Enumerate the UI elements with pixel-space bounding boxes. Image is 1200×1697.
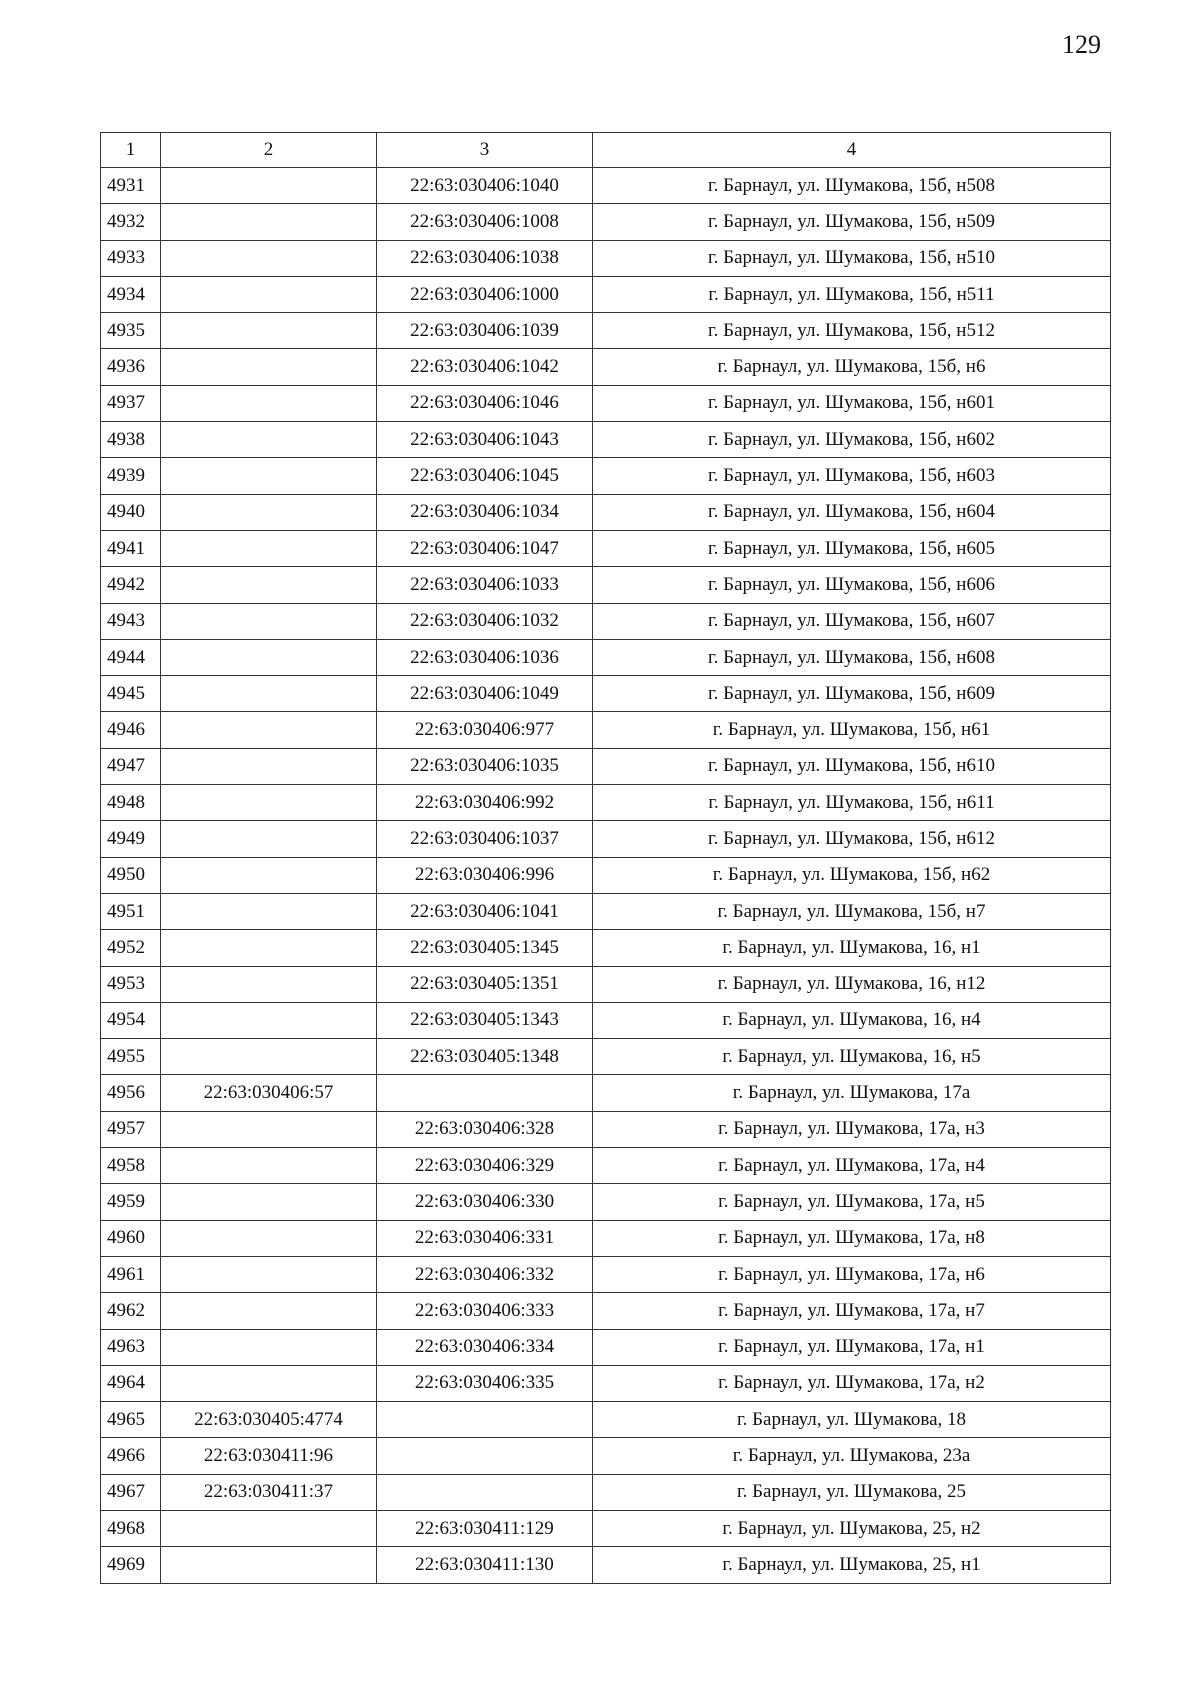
row-number-cell: 4954 <box>101 1002 161 1038</box>
table-row <box>101 1256 1111 1292</box>
row-number-cell: 4942 <box>101 567 161 603</box>
address-cell: г. Барнаул, ул. Шумакова, 17а, н5 <box>593 1184 1111 1220</box>
parcel-number-cell <box>161 1111 377 1147</box>
parcel-number-cell <box>161 966 377 1002</box>
table-row <box>101 1438 1111 1474</box>
row-number-cell: 4965 <box>101 1402 161 1438</box>
column-header-1: 1 <box>101 133 161 168</box>
address-cell: г. Барнаул, ул. Шумакова, 15б, н608 <box>593 639 1111 675</box>
parcel-number-cell <box>161 1220 377 1256</box>
table-row <box>101 422 1111 458</box>
parcel-number-cell <box>161 857 377 893</box>
address-cell: г. Барнаул, ул. Шумакова, 17а, н1 <box>593 1329 1111 1365</box>
address-cell: г. Барнаул, ул. Шумакова, 25 <box>593 1474 1111 1510</box>
row-number-cell: 4969 <box>101 1547 161 1583</box>
row-number-cell: 4937 <box>101 385 161 421</box>
table-body <box>101 168 1111 1584</box>
address-cell: г. Барнаул, ул. Шумакова, 25, н2 <box>593 1510 1111 1546</box>
parcel-number-cell: 22:63:030406:57 <box>161 1075 377 1111</box>
parcel-number-cell <box>161 712 377 748</box>
row-number-cell: 4946 <box>101 712 161 748</box>
row-number-cell: 4966 <box>101 1438 161 1474</box>
cadastral-number-cell: 22:63:030406:977 <box>377 712 593 748</box>
row-number-cell: 4945 <box>101 676 161 712</box>
row-number-cell: 4939 <box>101 458 161 494</box>
address-cell: г. Барнаул, ул. Шумакова, 15б, н509 <box>593 204 1111 240</box>
table-row <box>101 1510 1111 1546</box>
row-number-cell: 4964 <box>101 1365 161 1401</box>
row-number-cell: 4944 <box>101 639 161 675</box>
row-number-cell: 4959 <box>101 1184 161 1220</box>
parcel-number-cell <box>161 1547 377 1583</box>
cadastral-number-cell: 22:63:030406:1043 <box>377 422 593 458</box>
address-cell: г. Барнаул, ул. Шумакова, 16, н12 <box>593 966 1111 1002</box>
table-row <box>101 1184 1111 1220</box>
parcel-number-cell <box>161 313 377 349</box>
parcel-number-cell <box>161 530 377 566</box>
address-cell: г. Барнаул, ул. Шумакова, 17а, н2 <box>593 1365 1111 1401</box>
parcel-number-cell <box>161 1184 377 1220</box>
table-row <box>101 748 1111 784</box>
row-number-cell: 4947 <box>101 748 161 784</box>
table-header <box>101 133 1111 168</box>
row-number-cell: 4963 <box>101 1329 161 1365</box>
cadastral-number-cell: 22:63:030405:1348 <box>377 1039 593 1075</box>
address-cell: г. Барнаул, ул. Шумакова, 16, н1 <box>593 930 1111 966</box>
address-cell: г. Барнаул, ул. Шумакова, 15б, н602 <box>593 422 1111 458</box>
address-cell: г. Барнаул, ул. Шумакова, 17а, н6 <box>593 1256 1111 1292</box>
page-number: 129 <box>1062 30 1101 59</box>
address-cell: г. Барнаул, ул. Шумакова, 17а, н3 <box>593 1111 1111 1147</box>
table-row <box>101 1111 1111 1147</box>
table-row <box>101 676 1111 712</box>
table-row <box>101 276 1111 312</box>
row-number-cell: 4958 <box>101 1148 161 1184</box>
row-number-cell: 4951 <box>101 893 161 929</box>
row-number-cell: 4948 <box>101 785 161 821</box>
cadastral-number-cell: 22:63:030406:328 <box>377 1111 593 1147</box>
row-number-cell: 4935 <box>101 313 161 349</box>
parcel-number-cell <box>161 785 377 821</box>
table-row <box>101 966 1111 1002</box>
parcel-number-cell <box>161 240 377 276</box>
parcel-number-cell <box>161 930 377 966</box>
row-number-cell: 4938 <box>101 422 161 458</box>
parcel-number-cell <box>161 1510 377 1546</box>
row-number-cell: 4952 <box>101 930 161 966</box>
address-cell: г. Барнаул, ул. Шумакова, 15б, н62 <box>593 857 1111 893</box>
cadastral-number-cell: 22:63:030411:130 <box>377 1547 593 1583</box>
parcel-number-cell <box>161 1256 377 1292</box>
table-row <box>101 530 1111 566</box>
column-header-2: 2 <box>161 133 377 168</box>
cadastral-number-cell <box>377 1474 593 1510</box>
cadastral-number-cell: 22:63:030406:1008 <box>377 204 593 240</box>
table-row <box>101 494 1111 530</box>
table-row <box>101 385 1111 421</box>
cadastral-number-cell: 22:63:030406:334 <box>377 1329 593 1365</box>
row-number-cell: 4936 <box>101 349 161 385</box>
cadastral-number-cell: 22:63:030406:1037 <box>377 821 593 857</box>
table-row <box>101 785 1111 821</box>
row-number-cell: 4967 <box>101 1474 161 1510</box>
column-header-4: 4 <box>593 133 1111 168</box>
cadastral-number-cell: 22:63:030406:1034 <box>377 494 593 530</box>
cadastral-number-cell: 22:63:030411:129 <box>377 1510 593 1546</box>
row-number-cell: 4956 <box>101 1075 161 1111</box>
address-cell: г. Барнаул, ул. Шумакова, 15б, н609 <box>593 676 1111 712</box>
row-number-cell: 4932 <box>101 204 161 240</box>
row-number-cell: 4941 <box>101 530 161 566</box>
table-row <box>101 1402 1111 1438</box>
table-row <box>101 567 1111 603</box>
cadastral-number-cell: 22:63:030406:1042 <box>377 349 593 385</box>
table-row <box>101 313 1111 349</box>
row-number-cell: 4968 <box>101 1510 161 1546</box>
table-row <box>101 1075 1111 1111</box>
row-number-cell: 4933 <box>101 240 161 276</box>
address-cell: г. Барнаул, ул. Шумакова, 25, н1 <box>593 1547 1111 1583</box>
cadastral-number-cell: 22:63:030406:1040 <box>377 168 593 204</box>
cadastral-number-cell: 22:63:030406:332 <box>377 1256 593 1292</box>
address-cell: г. Барнаул, ул. Шумакова, 16, н5 <box>593 1039 1111 1075</box>
row-number-cell: 4940 <box>101 494 161 530</box>
cadastral-number-cell: 22:63:030406:1000 <box>377 276 593 312</box>
cadastral-number-cell: 22:63:030406:992 <box>377 785 593 821</box>
address-cell: г. Барнаул, ул. Шумакова, 15б, н510 <box>593 240 1111 276</box>
parcel-number-cell <box>161 676 377 712</box>
cadastral-number-cell: 22:63:030405:1345 <box>377 930 593 966</box>
table-row <box>101 1474 1111 1510</box>
parcel-number-cell: 22:63:030405:4774 <box>161 1402 377 1438</box>
table-row <box>101 458 1111 494</box>
parcel-number-cell <box>161 1148 377 1184</box>
table-row <box>101 857 1111 893</box>
row-number-cell: 4961 <box>101 1256 161 1292</box>
cadastral-number-cell: 22:63:030406:331 <box>377 1220 593 1256</box>
parcel-number-cell <box>161 276 377 312</box>
parcel-number-cell <box>161 1329 377 1365</box>
table-row <box>101 1220 1111 1256</box>
cadastral-number-cell: 22:63:030406:1047 <box>377 530 593 566</box>
table-row <box>101 930 1111 966</box>
row-number-cell: 4943 <box>101 603 161 639</box>
address-cell: г. Барнаул, ул. Шумакова, 17а, н7 <box>593 1293 1111 1329</box>
table-row <box>101 1365 1111 1401</box>
cadastral-number-cell: 22:63:030406:333 <box>377 1293 593 1329</box>
address-cell: г. Барнаул, ул. Шумакова, 15б, н61 <box>593 712 1111 748</box>
cadastral-number-cell: 22:63:030406:1045 <box>377 458 593 494</box>
row-number-cell: 4950 <box>101 857 161 893</box>
address-cell: г. Барнаул, ул. Шумакова, 17а <box>593 1075 1111 1111</box>
address-cell: г. Барнаул, ул. Шумакова, 15б, н512 <box>593 313 1111 349</box>
table-row <box>101 1148 1111 1184</box>
cadastral-number-cell: 22:63:030405:1343 <box>377 1002 593 1038</box>
cadastral-number-cell: 22:63:030406:1036 <box>377 639 593 675</box>
cadastral-number-cell: 22:63:030406:1033 <box>377 567 593 603</box>
parcel-number-cell <box>161 458 377 494</box>
address-cell: г. Барнаул, ул. Шумакова, 15б, н607 <box>593 603 1111 639</box>
parcel-number-cell <box>161 1365 377 1401</box>
row-number-cell: 4962 <box>101 1293 161 1329</box>
cadastral-number-cell: 22:63:030406:1032 <box>377 603 593 639</box>
table-row <box>101 1329 1111 1365</box>
cadastral-number-cell: 22:63:030406:1046 <box>377 385 593 421</box>
address-cell: г. Барнаул, ул. Шумакова, 15б, н7 <box>593 893 1111 929</box>
address-cell: г. Барнаул, ул. Шумакова, 17а, н8 <box>593 1220 1111 1256</box>
table-row <box>101 893 1111 929</box>
cadastral-number-cell: 22:63:030405:1351 <box>377 966 593 1002</box>
table-row <box>101 639 1111 675</box>
row-number-cell: 4931 <box>101 168 161 204</box>
address-cell: г. Барнаул, ул. Шумакова, 18 <box>593 1402 1111 1438</box>
table-row <box>101 349 1111 385</box>
header-row <box>101 133 1111 168</box>
parcel-number-cell <box>161 204 377 240</box>
cadastral-number-cell: 22:63:030406:996 <box>377 857 593 893</box>
table-row <box>101 204 1111 240</box>
parcel-number-cell <box>161 748 377 784</box>
parcel-number-cell <box>161 893 377 929</box>
cadastral-number-cell: 22:63:030406:1049 <box>377 676 593 712</box>
address-cell: г. Барнаул, ул. Шумакова, 17а, н4 <box>593 1148 1111 1184</box>
table-row <box>101 603 1111 639</box>
row-number-cell: 4957 <box>101 1111 161 1147</box>
parcel-number-cell <box>161 168 377 204</box>
cadastral-number-cell: 22:63:030406:330 <box>377 1184 593 1220</box>
address-cell: г. Барнаул, ул. Шумакова, 23а <box>593 1438 1111 1474</box>
registry-table <box>100 132 1111 1584</box>
address-cell: г. Барнаул, ул. Шумакова, 15б, н603 <box>593 458 1111 494</box>
address-cell: г. Барнаул, ул. Шумакова, 15б, н610 <box>593 748 1111 784</box>
parcel-number-cell <box>161 821 377 857</box>
cadastral-number-cell: 22:63:030406:329 <box>377 1148 593 1184</box>
address-cell: г. Барнаул, ул. Шумакова, 15б, н508 <box>593 168 1111 204</box>
parcel-number-cell <box>161 385 377 421</box>
column-header-3: 3 <box>377 133 593 168</box>
table-row <box>101 168 1111 204</box>
cadastral-number-cell <box>377 1402 593 1438</box>
table-row <box>101 240 1111 276</box>
table-row <box>101 712 1111 748</box>
cadastral-number-cell: 22:63:030406:1041 <box>377 893 593 929</box>
address-cell: г. Барнаул, ул. Шумакова, 15б, н6 <box>593 349 1111 385</box>
row-number-cell: 4955 <box>101 1039 161 1075</box>
cadastral-number-cell: 22:63:030406:1038 <box>377 240 593 276</box>
row-number-cell: 4934 <box>101 276 161 312</box>
cadastral-number-cell <box>377 1438 593 1474</box>
parcel-number-cell <box>161 422 377 458</box>
parcel-number-cell <box>161 494 377 530</box>
cadastral-number-cell: 22:63:030406:1035 <box>377 748 593 784</box>
parcel-number-cell <box>161 603 377 639</box>
parcel-number-cell <box>161 1002 377 1038</box>
address-cell: г. Барнаул, ул. Шумакова, 15б, н605 <box>593 530 1111 566</box>
parcel-number-cell: 22:63:030411:37 <box>161 1474 377 1510</box>
parcel-number-cell <box>161 567 377 603</box>
row-number-cell: 4960 <box>101 1220 161 1256</box>
address-cell: г. Барнаул, ул. Шумакова, 15б, н601 <box>593 385 1111 421</box>
address-cell: г. Барнаул, ул. Шумакова, 16, н4 <box>593 1002 1111 1038</box>
address-cell: г. Барнаул, ул. Шумакова, 15б, н511 <box>593 276 1111 312</box>
address-cell: г. Барнаул, ул. Шумакова, 15б, н612 <box>593 821 1111 857</box>
row-number-cell: 4949 <box>101 821 161 857</box>
table-row <box>101 1547 1111 1583</box>
parcel-number-cell <box>161 1039 377 1075</box>
table-row <box>101 821 1111 857</box>
parcel-number-cell <box>161 639 377 675</box>
address-cell: г. Барнаул, ул. Шумакова, 15б, н606 <box>593 567 1111 603</box>
table-row <box>101 1039 1111 1075</box>
table-row <box>101 1293 1111 1329</box>
address-cell: г. Барнаул, ул. Шумакова, 15б, н604 <box>593 494 1111 530</box>
row-number-cell: 4953 <box>101 966 161 1002</box>
address-cell: г. Барнаул, ул. Шумакова, 15б, н611 <box>593 785 1111 821</box>
cadastral-number-cell: 22:63:030406:1039 <box>377 313 593 349</box>
cadastral-number-cell: 22:63:030406:335 <box>377 1365 593 1401</box>
parcel-number-cell <box>161 349 377 385</box>
parcel-number-cell <box>161 1293 377 1329</box>
cadastral-number-cell <box>377 1075 593 1111</box>
table-row <box>101 1002 1111 1038</box>
parcel-number-cell: 22:63:030411:96 <box>161 1438 377 1474</box>
